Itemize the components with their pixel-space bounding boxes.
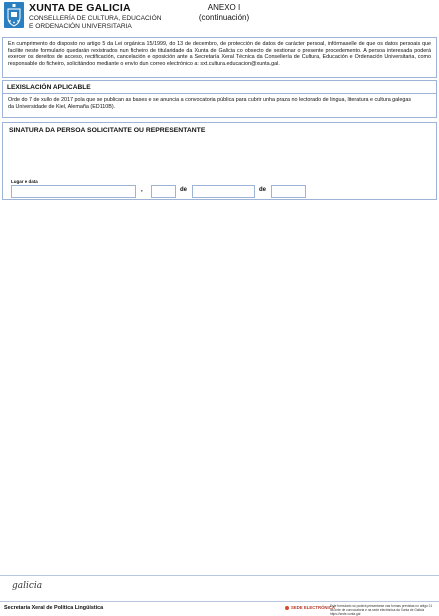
day-field[interactable]: [151, 185, 176, 198]
annex-title: ANEXO I: [207, 3, 241, 12]
footer-divider-bottom: [0, 601, 439, 602]
department-line-2: E ORDENACIÓN UNIVERSITARIA: [29, 23, 132, 30]
year-field[interactable]: [271, 185, 306, 198]
annex-heading: [193, 3, 255, 23]
sede-electronica-logo: [285, 605, 335, 610]
legislation-text: Orde do 7 de xullo de 2017 pola que se publican as bases e se anuncia a convocatoria pública para cubrir unha praza no lectorado de lingua, literatura e cultura galegas da Universidade de Kiel, Alemaña (ED110B).: [8, 97, 412, 110]
sede-note: Este formulario só poderá presentarse nas formas previstas no artigo 21 da orde de convocatoria e na sede electrónica da Xunta de Galicia https://sede.xunta.gal: [330, 604, 433, 616]
xunta-shield-icon: [4, 2, 24, 28]
month-field[interactable]: [192, 185, 255, 198]
privacy-notice-text: En cumprimento do disposto no artigo 5 da Lei orgánica 15/1999, do 13 de decembro, de protección de datos de carácter persoal, infórmaselle de que os datos persoais que facilite neste formulario quedarán rexistrados nun ficheiro de titularidade da Xunta de Galicia co obxecto de xestionar o presente procedemento. A persoa interesada poderá exercer os dereitos de acceso, rectificación, cancelación e oposición ante a Secretaría Xeral Técnica da Consellería de Cultura, Educación e Ordenación Universitaria, como responsable do ficheiro, solicitándoo mediante o envío dun correo electrónico a: sxt.cultura.educacion@xunta.gal.: [8, 41, 431, 67]
place-date-label: Lugar e data: [11, 179, 38, 184]
department-line-1: CONSELLERÍA DE CULTURA, EDUCACIÓN: [29, 15, 162, 22]
annex-subtitle: (continuación): [198, 13, 250, 22]
signature-box: [2, 122, 437, 200]
sede-icon: [285, 606, 289, 610]
org-title: XUNTA DE GALICIA: [29, 2, 131, 14]
comma-separator: ,: [141, 187, 143, 193]
de-separator-2: de: [259, 187, 267, 193]
footer-divider-top: [0, 575, 439, 576]
privacy-notice-box: [2, 37, 437, 78]
department-name: [29, 15, 162, 31]
footer-department: Secretaría Xeral de Política Lingüística: [4, 605, 104, 611]
de-separator-1: de: [180, 187, 188, 193]
legislation-box: [2, 80, 437, 118]
legislation-divider: [3, 93, 436, 94]
sede-label: SEDE ELECTRÓNICA: [291, 605, 335, 610]
signature-title: SINATURA DA PERSOA SOLICITANTE OU REPRESENTANTE: [9, 127, 206, 134]
place-field[interactable]: [11, 185, 136, 198]
legislation-title: LEXISLACIÓN APLICABLE: [7, 84, 91, 91]
galicia-logo: galicia: [12, 581, 43, 591]
